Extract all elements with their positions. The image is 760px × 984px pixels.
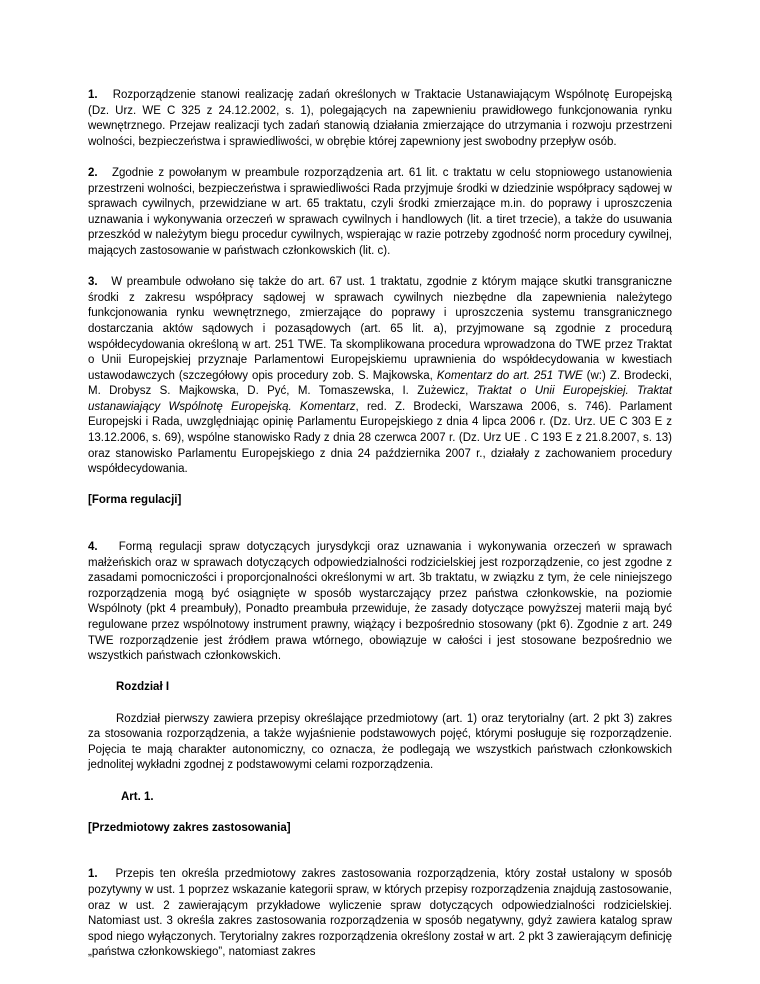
paragraph-1	[88, 88, 672, 150]
paragraph-number: 1.	[88, 89, 98, 101]
paragraph-text: W preambule odwołano się także do art. 67 ust. 1 traktatu, zgodnie z którym mające skutki transgraniczne środki z zakresu współpracy sądowej w sprawach cywilnych niezbędne dla zapewnienia należytego funkcjonowania rynku wewnętrznego, zmierzające do poprawy i uproszczenia systemu transgranicznego dostarczania aktów sądowych i pozasądowych (art. 65 lit. a), przyjmowane są zgodnie z procedurą współdecydowania określoną w art. 251 TWE. Ta skomplikowana procedura wprowadzona do TWE przez Traktat o Unii Europejskiej przyznaje Parlamentowi Europejskiemu uprawnienia do współdecydowania w kwestiach ustawodawczych (szczegółowy opis procedury zob. S. Majkowska,	[88, 276, 672, 382]
citation-title: Traktat o Unii Europejskiej. Traktat ustanawiający Wspólnotę Europejską. Komentarz	[88, 385, 672, 413]
paragraph-text: (w:) Z. Brodecki, M. Drobysz S. Majkowska, D. Pyć, M. Tomaszewska, I. Zużewicz,	[88, 369, 672, 398]
paragraph-number: 1.	[88, 868, 98, 881]
paragraph-text: Rozporządzenie stanowi realizację zadań określonych w Traktacie Ustanawiającym Wspólnotę Europejską (Dz. Urz. WE C 325 z 24.12.2002, s. 1), polegających na zapewnieniu prawidłowego funkcjonowania rynku wewnętrznego. Przejaw realizacji tych zadań stanowią działania zmierzające do utrzymania i rozwoju przestrzeni wolności, bezpieczeństwa i sprawiedliwości, w obrębie której zapewniony jest swobodny przepływ osób.	[88, 89, 672, 148]
paragraph-number: 2.	[88, 166, 98, 179]
heading-rozdzial: Rozdział I	[116, 681, 170, 694]
heading-article: Art. 1.	[121, 790, 154, 803]
paragraph-rozdzial: Rozdział pierwszy zawiera przepisy określające przedmiotowy (art. 1) oraz terytorialny (art. 2 pkt 3) zakres za stosowania rozporządzenia, a także wyjaśnienie podstawowych pojęć, którymi posługuje się rozporządzenie. Pojęcia te mają charakter autonomiczny, co oznacza, że podlegają we wszystkich państwach członkowskich jednolitej wykładni zgodnej z podstawowymi celami rozporządzenia.	[88, 712, 672, 772]
paragraph-5	[88, 867, 672, 961]
paragraph-text: Zgodnie z powołanym w preambule rozporządzenia art. 61 lit. c traktatu w celu stopniowego ustanowienia przestrzeni wolności, bezpieczeństwa i sprawiedliwości Rada przyjmuje środki w dziedzinie współpracy sądowej w sprawach cywilnych, przewidziane w art. 65 traktatu, czyli środki zmierzające m.in. do poprawy i uproszczenia uznawania i wykonywania orzeczeń w sprawach cywilnych i handlowych (lit. a tiret trzecie), a także do usuwania przeszkód w należytym biegu procedur cywilnych, wspierając w razie potrzeby zgodność norm procedury cywilnej, mających zastosowanie w państwach członkowskich (lit. c).	[88, 166, 672, 257]
paragraph-number: 4.	[88, 541, 98, 554]
document-page	[88, 88, 672, 961]
paragraph-text: Formą regulacji spraw dotyczących jurysdykcji oraz uznawania i wykonywania orzeczeń w sprawach małżeńskich oraz w sprawach dotyczących odpowiedzialności rodzicielskiej jest rozporządzenie, co jest zgodne z zasadami pomocniczości i proporcjonalności określonymi w art. 3b traktatu, w związku z tym, że cele niniejszego rozporządzenia mogą być osiągnięte w sposób wystarczający przez państwa członkowskie, na poziomie Wspólnoty (pkt 4 preambuły), Ponadto preambuła przewiduje, że zasady dotyczące powyższej materii mają być regulowane przez wspólnotowy instrument prawny, wiążący i bezpośrednio stosowany (pkt 6). Zgodnie z art. 249 TWE rozporządzenie jest źródłem prawa wtórnego, obowiązuje w całości i jest stosowane bezpośrednio we wszystkich państwach członkowskich.	[88, 541, 672, 663]
citation-title: Komentarz do art. 251 TWE	[436, 369, 583, 382]
paragraph-2	[88, 166, 672, 260]
paragraph-4	[88, 540, 672, 665]
paragraph-3	[88, 275, 672, 478]
paragraph-number: 3.	[88, 276, 98, 289]
paragraph-text: Przepis ten określa przedmiotowy zakres zastosowania rozporządzenia, który został ustalony w sposób pozytywny w ust. 1 poprzez wskazanie kategorii spraw, w których przepisy rozporządzenia znajdują zastosowanie, oraz w ust. 2 zawierającym przykładowe wyliczenie spraw dotyczących odpowiedzialności rodzicielskiej. Natomiast ust. 3 określa zakres zastosowania rozporządzenia w sposób negatywny, gdyż zawiera katalog spraw spod niego wyłączonych. Terytorialny zakres rozporządzenia określony został w art. 2 pkt 3 zawierającym definicję „państwa członkowskiego”, natomiast zakres	[88, 868, 672, 959]
paragraph-text: , red. Z. Brodecki, Warszawa 2006, s. 746). Parlament Europejski i Rada, uwzględniając opinię Parlamentu Europejskiego z dnia 4 lipca 2006 r. (Dz. Urz. UE C 303 E z 13.12.2006, s. 69), wspólne stanowisko Rady z dnia 28 czerwca 2007 r. (Dz. Urz UE . C 193 E z 21.8.2007, s. 13) oraz stanowisko Parlamentu Europejskiego z dnia 24 października 2007 r., działały z zachowaniem procedury współdecydowania.	[88, 400, 672, 476]
heading-forma-regulacji: [Forma regulacji]	[88, 494, 182, 507]
heading-przedmiotowy-zakres: [Przedmiotowy zakres zastosowania]	[88, 821, 291, 834]
